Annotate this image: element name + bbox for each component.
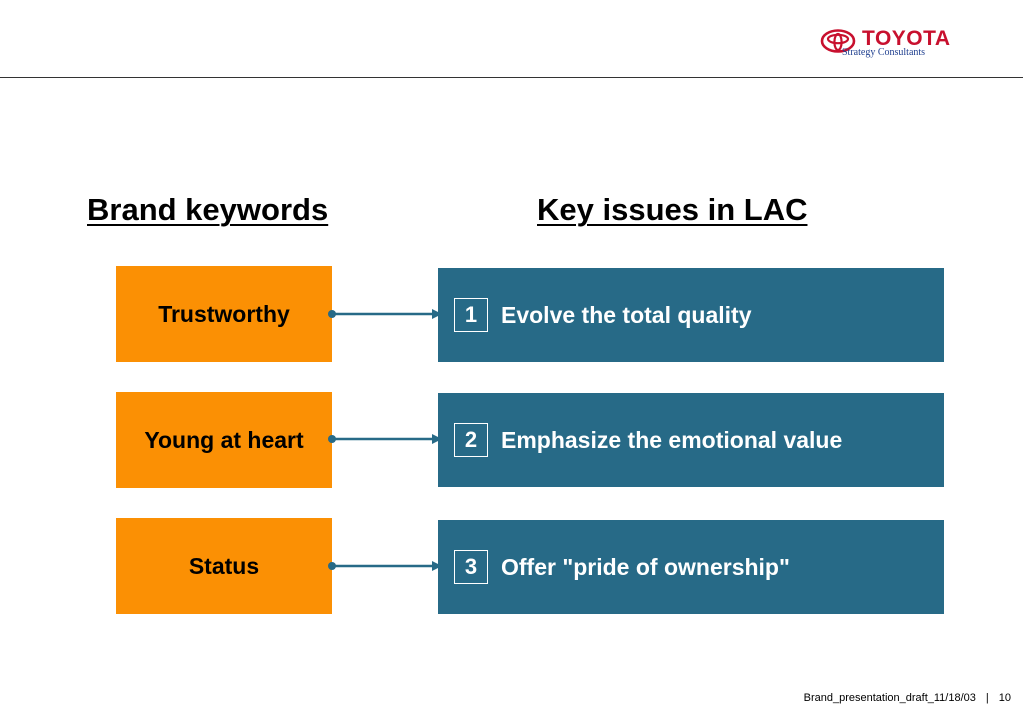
issue-text: Offer "pride of ownership" <box>501 553 790 580</box>
keyword-box-trustworthy <box>116 266 332 362</box>
keyword-box-status <box>116 518 332 614</box>
issue-number-badge: 1 <box>454 298 488 332</box>
keyword-box-young-at-heart <box>116 392 332 488</box>
keyword-label: Trustworthy <box>158 300 290 327</box>
key-issues-heading: Key issues in LAC <box>537 192 808 227</box>
header-divider <box>0 77 1023 78</box>
slide-footer <box>804 692 1011 704</box>
keyword-label: Status <box>188 552 260 579</box>
logo-subtitle: Strategy Consultants <box>842 47 926 58</box>
toyota-logo <box>820 26 970 66</box>
issue-text: Emphasize the emotional value <box>501 426 843 453</box>
footer-separator: | <box>985 692 989 704</box>
issue-box-2 <box>438 393 944 487</box>
issue-number-badge: 3 <box>454 550 488 584</box>
issue-number-badge: 2 <box>454 423 488 457</box>
issue-box-1 <box>438 268 944 362</box>
issue-box-3 <box>438 520 944 614</box>
keyword-label: Young at heart <box>144 426 304 453</box>
connector-arrow-icon <box>326 307 442 321</box>
logo-brand-text: TOYOTA <box>862 27 951 50</box>
connector-arrow-icon <box>326 432 442 446</box>
issue-text: Evolve the total quality <box>501 301 752 328</box>
brand-keywords-heading: Brand keywords <box>87 192 329 227</box>
footer-filename: Brand_presentation_draft_11/18/03 <box>803 692 976 704</box>
connector-arrow-icon <box>326 559 442 573</box>
page-number: 10 <box>998 692 1011 704</box>
